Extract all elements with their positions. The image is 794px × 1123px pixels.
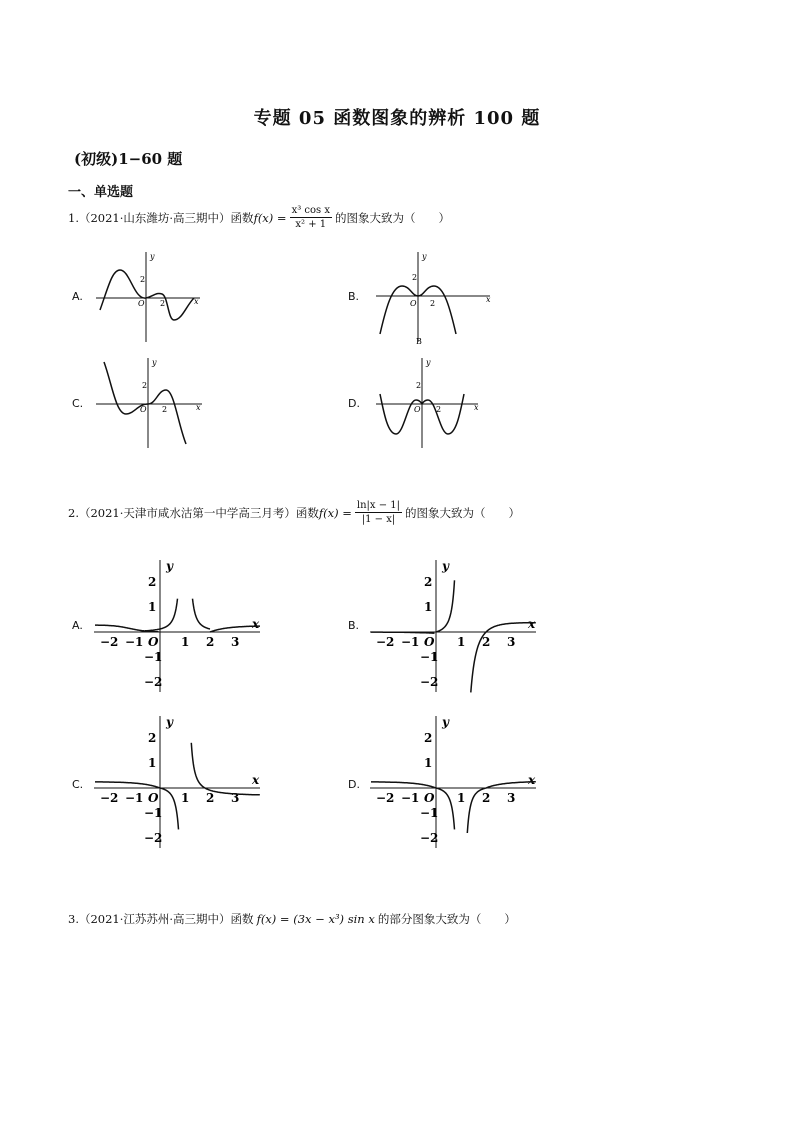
function-curve: [193, 599, 211, 629]
y-tick-label: 1: [148, 600, 157, 614]
document-subtitle: (初级)1−60 题: [74, 150, 183, 168]
q2-graph-d[interactable]: [366, 712, 546, 852]
question-source: （2021·江苏苏州·高三期中）函数: [78, 912, 254, 926]
x-tick-label: 3: [507, 791, 516, 805]
x-tick-label: −1: [125, 635, 144, 649]
q1-graph-b[interactable]: [372, 248, 500, 344]
q2-graph-a[interactable]: [90, 556, 266, 696]
y-axis-label: y: [150, 252, 155, 261]
question-tail: 的部分图象大致为（ ）: [377, 912, 516, 926]
option-c-label[interactable]: C.: [72, 778, 84, 791]
tick-2-y: 2: [142, 381, 148, 390]
document-title: 专题 05 函数图象的辨析 100 题: [253, 108, 541, 129]
y-axis-label: y: [166, 559, 173, 573]
option-d-label[interactable]: D.: [348, 778, 360, 791]
function-curve: [95, 782, 160, 788]
origin-label: O: [414, 405, 421, 414]
x-tick-label: 3: [231, 791, 240, 805]
function-fraction: [355, 500, 402, 525]
function-curve: [436, 788, 455, 829]
option-c-label[interactable]: C.: [72, 397, 84, 410]
section-heading: 一、单选题: [68, 185, 134, 200]
x-axis-label: x: [252, 617, 260, 631]
y-tick-label: 1: [424, 600, 433, 614]
x-tick-label: −1: [401, 791, 420, 805]
q1-graph-a[interactable]: [90, 248, 210, 344]
y-tick-label: 1: [424, 756, 433, 770]
y-tick-label: −1: [144, 650, 163, 664]
x-tick-label: −1: [125, 791, 144, 805]
y-tick-label: 2: [424, 731, 433, 745]
function-curve: [191, 743, 259, 795]
question-number: 3.: [68, 912, 79, 926]
stray-label: B: [416, 337, 422, 344]
x-tick-label: −2: [376, 791, 395, 805]
y-axis-label: y: [442, 559, 449, 573]
tick-2-x: 2: [160, 299, 166, 308]
y-tick-label: 2: [424, 575, 433, 589]
tick-2-y: 2: [416, 381, 422, 390]
question-2-stem: [68, 500, 520, 525]
origin-label: O: [140, 405, 147, 414]
function-curve: [467, 782, 536, 833]
x-tick-label: −2: [376, 635, 395, 649]
option-b-label[interactable]: B.: [348, 290, 360, 303]
function-formula: f(x) = (3x − x³) sin x: [256, 912, 375, 926]
y-tick-label: −2: [420, 675, 439, 689]
question-number: 2.: [68, 505, 79, 520]
x-tick-label: 3: [507, 635, 516, 649]
function-curve: [371, 632, 435, 633]
origin-label: O: [148, 635, 159, 649]
x-tick-label: 2: [482, 635, 491, 649]
function-curve: [436, 580, 455, 632]
question-source: （2021·山东潍坊·高三期中）函数: [78, 210, 254, 225]
function-curve: [371, 782, 436, 788]
tick-2-x: 2: [436, 405, 442, 414]
x-tick-label: 2: [206, 635, 215, 649]
x-axis-label: x: [528, 773, 536, 787]
y-tick-label: −1: [420, 650, 439, 664]
origin-label: O: [138, 299, 145, 308]
x-tick-label: 3: [231, 635, 240, 649]
fraction-denominator: |1 − x|: [361, 514, 396, 525]
option-d-label[interactable]: D.: [348, 397, 360, 410]
question-tail: 的图象大致为（ ）: [334, 210, 450, 225]
y-axis-label: y: [442, 715, 449, 729]
x-tick-label: 1: [181, 635, 190, 649]
q1-graph-d[interactable]: [372, 354, 484, 450]
y-tick-label: −2: [144, 831, 163, 845]
function-lhs: f(x) =: [253, 210, 287, 225]
tick-2-y: 2: [412, 273, 418, 282]
x-tick-label: 1: [457, 791, 466, 805]
question-3-stem: [68, 911, 516, 927]
q2-graph-b[interactable]: [366, 556, 546, 696]
x-tick-label: 2: [206, 791, 215, 805]
question-source: （2021·天津市咸水沽第一中学高三月考）函数: [78, 505, 319, 520]
question-1-stem: [68, 205, 450, 230]
x-tick-label: 1: [181, 791, 190, 805]
fraction-numerator: x³ cos x: [291, 205, 330, 216]
x-tick-label: 2: [482, 791, 491, 805]
function-curve: [471, 623, 536, 693]
tick-2-x: 2: [430, 299, 436, 308]
x-tick-label: −2: [100, 635, 119, 649]
y-tick-label: −1: [144, 806, 163, 820]
tick-2-y: 2: [140, 275, 146, 284]
y-tick-label: −2: [144, 675, 163, 689]
x-tick-label: −2: [100, 791, 119, 805]
x-axis-label: x: [528, 617, 536, 631]
function-lhs: f(x) =: [318, 505, 352, 520]
y-axis-label: y: [152, 358, 157, 367]
origin-label: O: [424, 791, 435, 805]
fraction-numerator: ln|x − 1|: [356, 500, 401, 511]
y-tick-label: −2: [420, 831, 439, 845]
y-tick-label: 2: [148, 575, 157, 589]
y-axis-label: y: [422, 252, 427, 261]
x-axis-label: x: [196, 403, 201, 412]
y-axis-label: y: [426, 358, 431, 367]
option-a-label[interactable]: A.: [72, 290, 83, 303]
function-curve: [160, 788, 179, 829]
y-tick-label: 1: [148, 756, 157, 770]
x-axis-label: x: [252, 773, 260, 787]
question-tail: 的图象大致为（ ）: [405, 505, 521, 520]
y-tick-label: −1: [420, 806, 439, 820]
option-a-label[interactable]: A.: [72, 619, 83, 632]
option-b-label[interactable]: B.: [348, 619, 360, 632]
origin-label: O: [410, 299, 417, 308]
x-tick-label: −1: [401, 635, 420, 649]
x-axis-label: x: [474, 403, 479, 412]
origin-label: O: [424, 635, 435, 649]
x-axis-label: x: [194, 297, 199, 306]
q2-graph-c[interactable]: [90, 712, 266, 852]
function-fraction: [290, 205, 332, 230]
y-axis-label: y: [166, 715, 173, 729]
tick-2-x: 2: [162, 405, 168, 414]
origin-label: O: [148, 791, 159, 805]
x-axis-label: x: [486, 295, 491, 304]
y-tick-label: 2: [148, 731, 157, 745]
x-tick-label: 1: [457, 635, 466, 649]
question-number: 1.: [68, 210, 79, 225]
fraction-denominator: x² + 1: [295, 219, 327, 230]
q1-graph-c[interactable]: [90, 354, 212, 450]
